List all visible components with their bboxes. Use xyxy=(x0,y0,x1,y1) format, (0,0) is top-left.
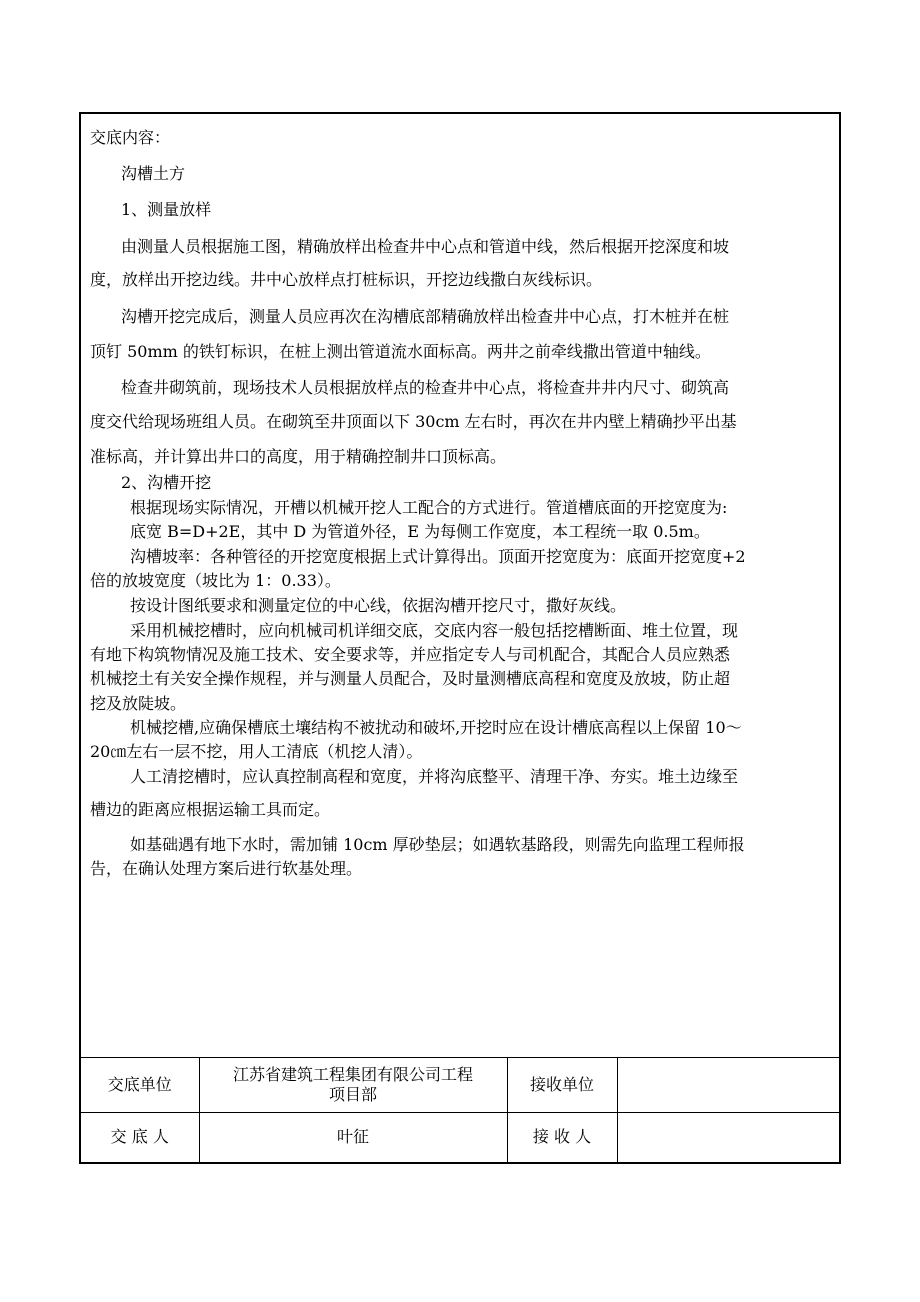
issuer-unit-label: 交底单位 xyxy=(81,1058,199,1112)
signature-row-unit xyxy=(81,1058,839,1112)
receiver-person-label: 接 收 人 xyxy=(507,1112,617,1162)
paragraph-line: 倍的放坡宽度（坡比为 1：0.33）。 xyxy=(90,571,341,590)
content-cell xyxy=(81,114,839,1058)
paragraph-line: 机械挖槽,应确保槽底土壤结构不被扰动和破坏,开挖时应在设计槽底高程以上保留 10～ xyxy=(130,718,742,737)
subsection-title-excavation: 2、沟槽开挖 xyxy=(121,473,212,492)
paragraph-line: 20㎝左右一层不挖，用人工清底（机挖人清）。 xyxy=(90,742,423,761)
issuer-unit-value-line: 项目部 xyxy=(328,1084,377,1104)
issuer-person-value: 叶征 xyxy=(199,1112,507,1162)
issuer-person-label: 交 底 人 xyxy=(81,1112,199,1162)
receiver-unit-label: 接收单位 xyxy=(507,1058,617,1112)
paragraph-line: 人工清挖槽时，应认真控制高程和宽度，并将沟底整平、清理干净、夯实。堆土边缘至 xyxy=(130,767,739,786)
issuer-unit-value xyxy=(199,1058,507,1112)
receiver-person-value xyxy=(617,1112,839,1162)
paragraph-line: 采用机械挖槽时，应向机械司机详细交底，交底内容一般包括挖槽断面、堆土位置，现 xyxy=(130,621,739,640)
section-title: 沟槽土方 xyxy=(121,164,186,183)
paragraph-line: 按设计图纸要求和测量定位的中心线，依据沟槽开挖尺寸，撒好灰线。 xyxy=(130,596,627,615)
paragraph-line: 如基础遇有地下水时，需加铺 10cm 厚砂垫层；如遇软基路段，则需先向监理工程师报 xyxy=(130,835,745,854)
paragraph-line: 底宽 B=D+2E，其中 D 为管道外径，E 为每侧工作宽度，本工程统一取 0.5m。 xyxy=(130,522,710,541)
paragraph-line: 有地下构筑物情况及施工技术、安全要求等，并应指定专人与司机配合，其配合人员应熟悉 xyxy=(90,645,731,664)
paragraph-line: 顶钉 50mm 的铁钉标识，在桩上测出管道流水面标高。两井之前牵线撒出管道中轴线。 xyxy=(90,342,711,361)
subsection-title-survey: 1、测量放样 xyxy=(121,200,212,219)
paragraph-line: 告，在确认处理方案后进行软基处理。 xyxy=(90,859,363,878)
issuer-unit-value-line: 江苏省建筑工程集团有限公司工程 xyxy=(232,1064,473,1084)
paragraph-line: 根据现场实际情况，开槽以机械开挖人工配合的方式进行。管道槽底面的开挖宽度为: xyxy=(130,498,728,517)
signature-row-person xyxy=(81,1112,839,1162)
paragraph-line: 准标高，并计算出井口的高度，用于精确控制井口顶标高。 xyxy=(90,447,507,466)
paragraph-line: 沟槽开挖完成后，测量人员应再次在沟槽底部精确放样出检查井中心点，打木桩并在桩 xyxy=(121,307,730,326)
paragraph-line: 由测量人员根据施工图，精确放样出检查井中心点和管道中线，然后根据开挖深度和坡 xyxy=(121,237,730,256)
paragraph-line: 挖及放陡坡。 xyxy=(90,694,187,713)
paragraph-line: 度，放样出开挖边线。井中心放样点打桩标识，开挖边线撒白灰线标识。 xyxy=(90,270,603,289)
paragraph-line: 机械挖土有关安全操作规程，并与测量人员配合，及时量测槽底高程和宽度及放坡，防止超 xyxy=(90,669,731,688)
document-frame xyxy=(79,112,841,1164)
signature-table xyxy=(81,1058,839,1162)
paragraph-line: 度交代给现场班组人员。在砌筑至井顶面以下 30cm 左右时，再次在井内壁上精确抄平出基 xyxy=(90,412,737,431)
content-heading: 交底内容： xyxy=(90,128,171,147)
receiver-unit-value xyxy=(617,1058,839,1112)
paragraph-line: 沟槽坡率：各种管径的开挖宽度根据上式计算得出。顶面开挖宽度为：底面开挖宽度+2 xyxy=(130,547,746,566)
paragraph-line: 检查井砌筑前，现场技术人员根据放样点的检查井中心点，将检查井井内尺寸、砌筑高 xyxy=(121,378,730,397)
paragraph-line: 槽边的距离应根据运输工具而定。 xyxy=(90,800,331,819)
